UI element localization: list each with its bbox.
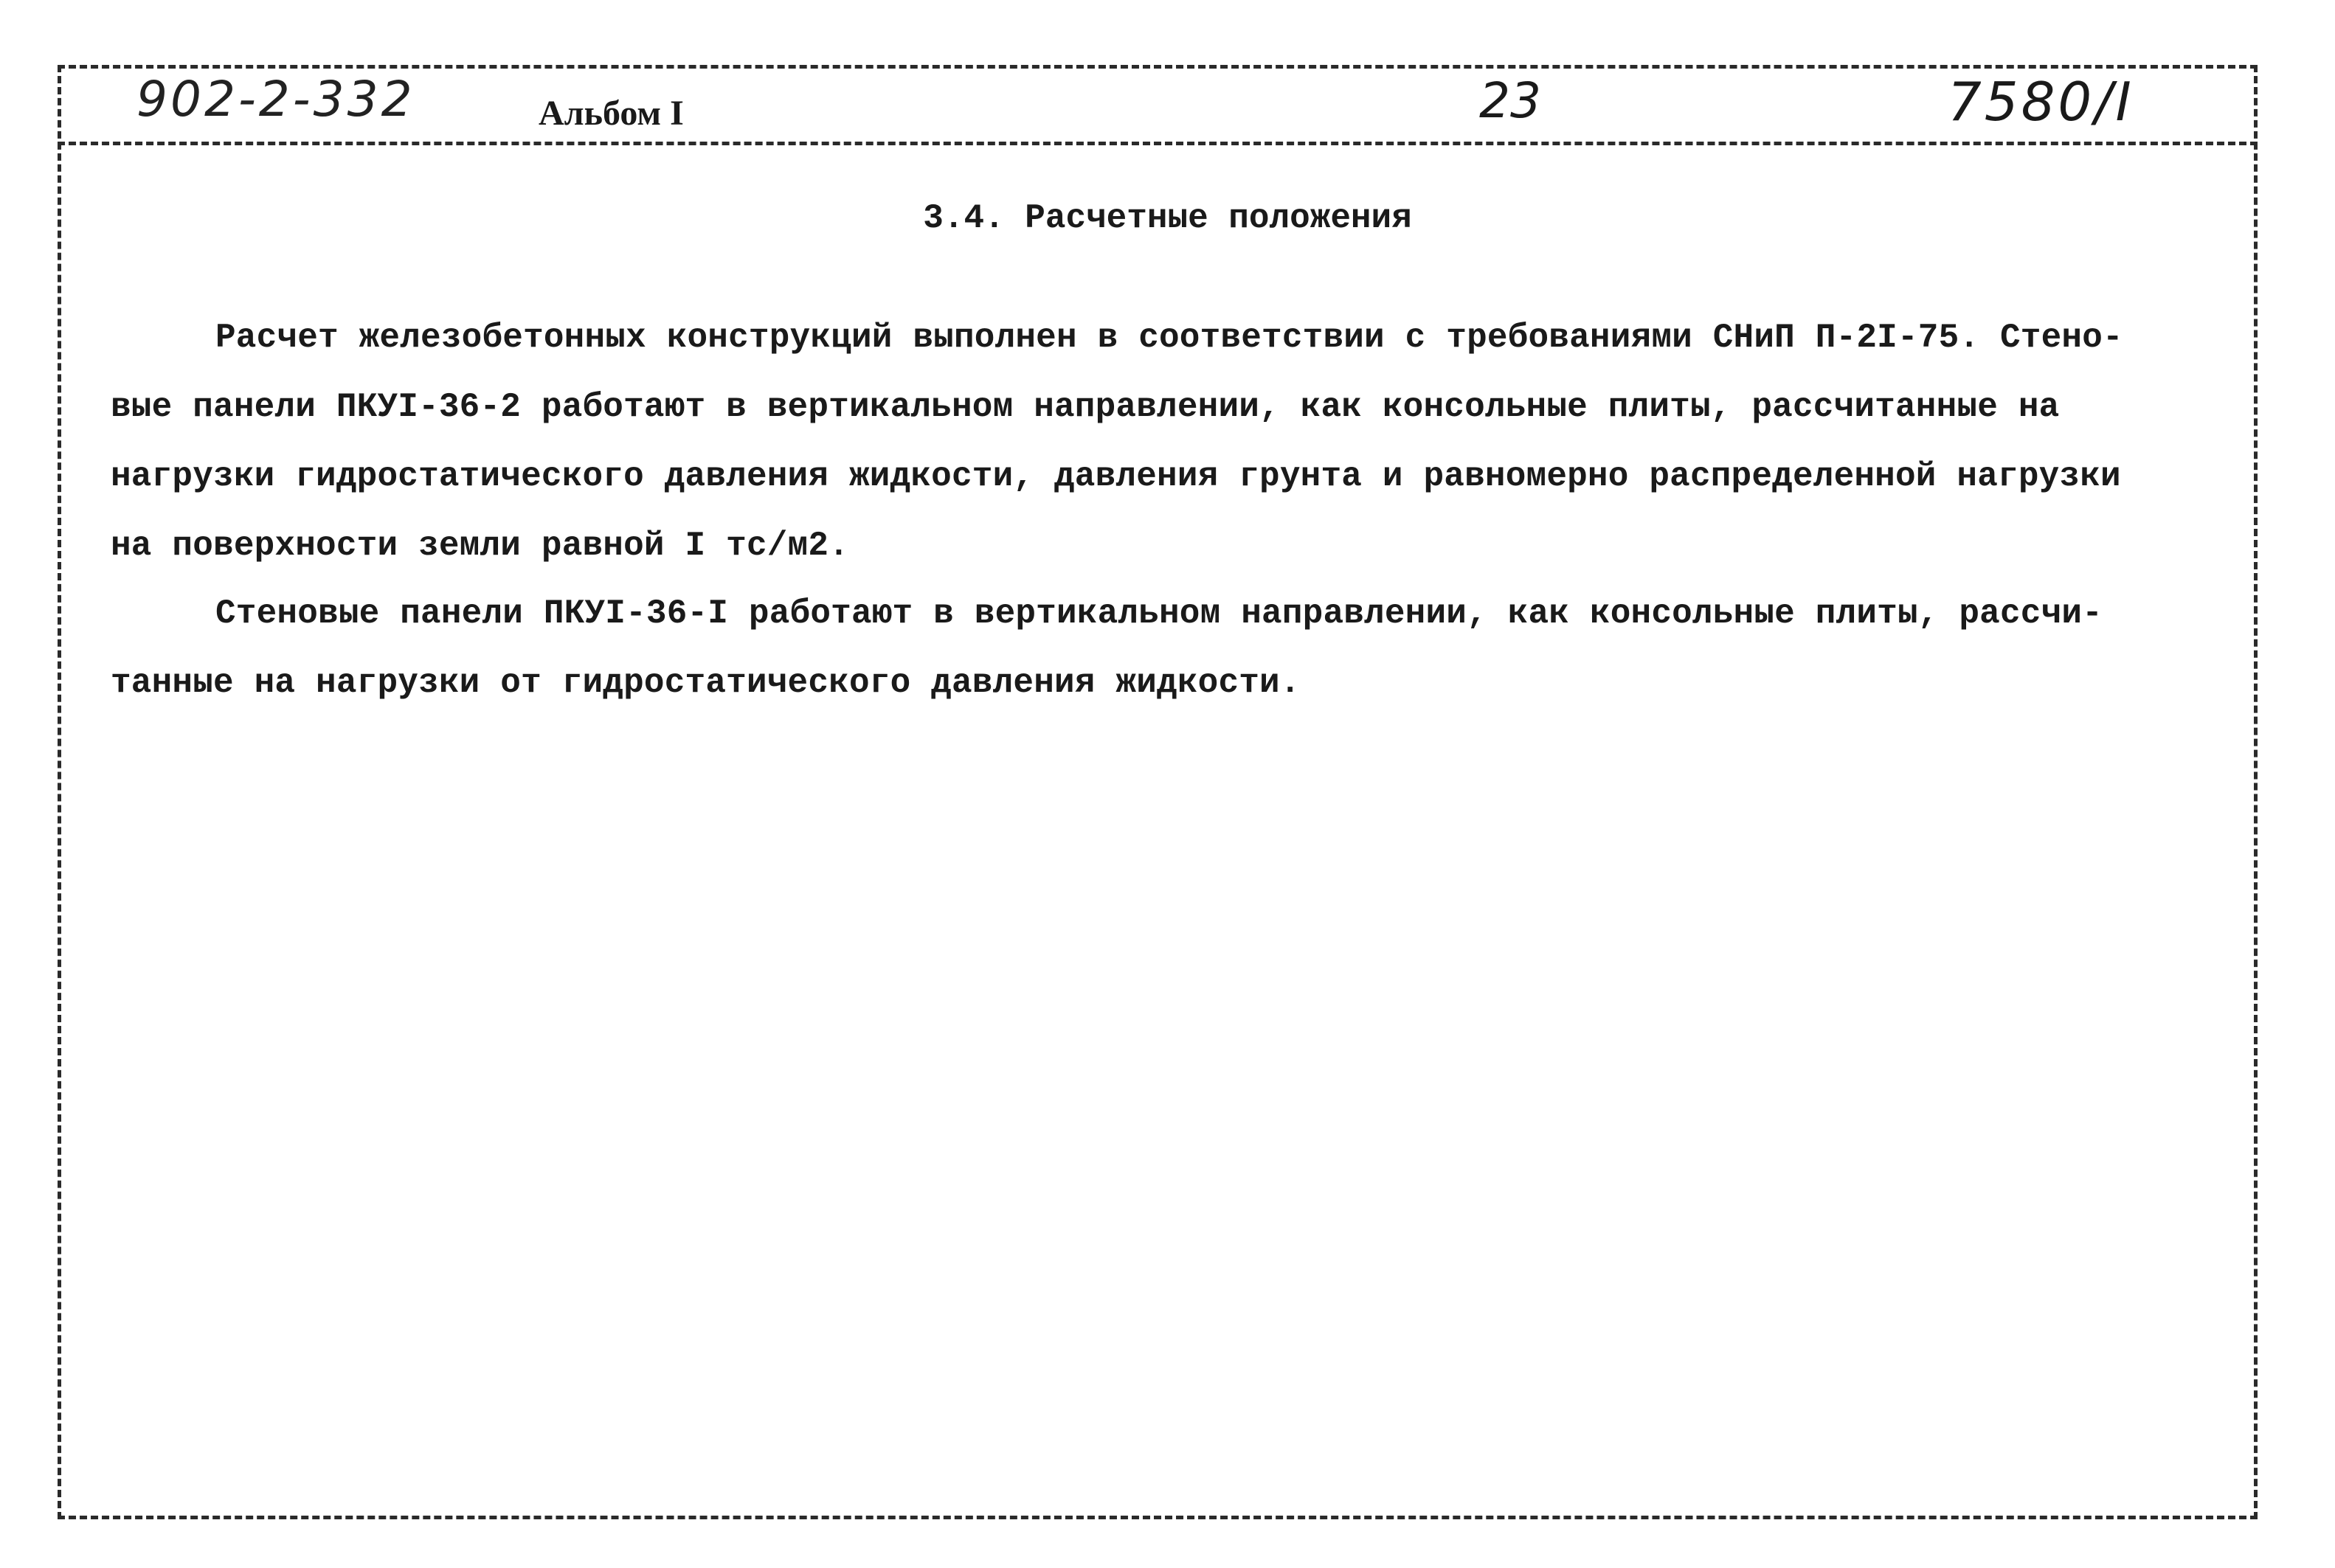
sheet-code: 7580/I [1948, 71, 2134, 133]
page-frame [58, 65, 2258, 1519]
paragraph-2-line-1: Стеновые панели ПКУI-36-I работают в вертикальном направлении, как консольные плиты, рассчи- [215, 594, 2103, 633]
paragraph-1-line-3: нагрузки гидростатического давления жидкости, давления грунта и равномерно распределенной нагрузки [111, 457, 2121, 496]
paragraph-1-line-1: Расчет железобетонных конструкций выполнен в соответствии с требованиями СНиП П-2I-75. Стено- [215, 319, 2123, 357]
header-divider [58, 142, 2258, 145]
page-number: 23 [1479, 72, 1541, 129]
section-title: 3.4. Расчетные положения [923, 199, 1412, 237]
paragraph-2-line-2: танные на нагрузки от гидростатического давления жидкости. [111, 664, 1301, 702]
album-label: Альбом I [539, 94, 684, 133]
paragraph-1-line-4: на поверхности земли равной I тс/м2. [111, 527, 849, 565]
paragraph-1-line-2: вые панели ПКУI-36-2 работают в вертикальном направлении, как консольные плиты, рассчитанные на [111, 388, 2060, 426]
document-code: 902-2-332 [136, 71, 415, 128]
